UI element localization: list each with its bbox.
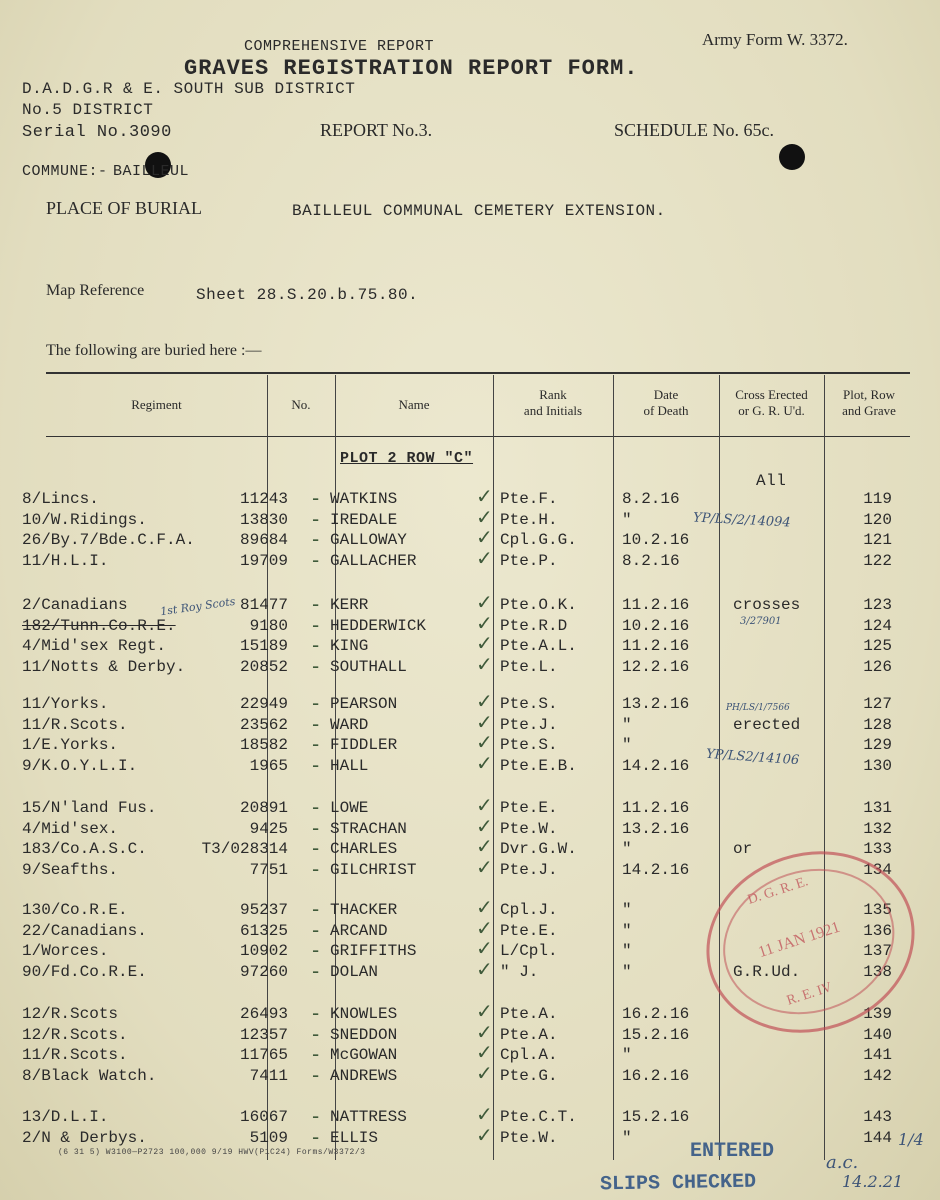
name-cell: HALL — [330, 756, 369, 775]
check-mark-icon: ✓ — [476, 834, 493, 859]
regiment-cell: 182/Tunn.Co.R.E. — [22, 616, 176, 635]
annotation-yp2: YP/LS2/14106 — [705, 746, 800, 769]
rank-cell: Cpl.A. — [500, 1046, 558, 1065]
service-number-cell: 11765 — [239, 1046, 288, 1065]
service-number-cell: 22949 — [239, 695, 288, 713]
date-of-death-cell: 16.2.16 — [622, 1005, 690, 1023]
grave-number-cell: 121 — [863, 531, 892, 550]
check-mark-icon: ✓ — [476, 793, 493, 817]
printer-footer: (6 31 5) W3100—P2723 100,000 9/19 HWV(P1C24) Forms/W3372/3 — [58, 1148, 366, 1157]
name-cell: DOLAN — [330, 962, 379, 981]
regiment-cell: 22/Canadians. — [22, 921, 147, 940]
check-mark-icon: ✓ — [476, 545, 493, 570]
grave-number-cell: 129 — [863, 736, 892, 755]
table-top-rule — [46, 372, 910, 374]
date-of-death-cell: 12.2.16 — [622, 657, 690, 676]
date-of-death-cell: 15.2.16 — [622, 1025, 690, 1044]
regiment-cell: 12/R.Scots — [22, 1005, 119, 1023]
dash-mark: - — [312, 1021, 320, 1046]
cross-erected-cell: G.R.Ud. — [733, 962, 801, 981]
regiment-cell: 11/H.L.I. — [22, 551, 109, 570]
dash-mark: - — [312, 1104, 320, 1128]
regiment-cell: 8/Black Watch. — [22, 1066, 157, 1085]
regiment-cell: 2/Canadians — [22, 596, 128, 614]
service-number-cell: 61325 — [239, 921, 288, 940]
date-of-death-cell: 8.2.16 — [622, 490, 680, 508]
name-cell: IREDALE — [330, 510, 398, 529]
grave-number-cell: 131 — [863, 799, 892, 817]
date-of-death-cell: 11.2.16 — [622, 799, 690, 817]
dash-mark: - — [312, 486, 320, 510]
rank-cell: Pte.E.B. — [500, 756, 577, 775]
col-header-no: No. — [291, 397, 311, 412]
date-of-death-cell: 13.2.16 — [622, 819, 690, 838]
report-number: REPORT No.3. — [320, 120, 433, 140]
col-header-date: Date of Death — [643, 387, 689, 418]
name-cell: HEDDERWICK — [330, 616, 427, 635]
rank-cell: Pte.O.K. — [500, 596, 577, 614]
dash-mark: - — [312, 897, 320, 921]
service-number-cell: 5109 — [249, 1128, 288, 1147]
grave-number-cell: 123 — [863, 596, 892, 614]
regiment-cell: 13/D.L.I. — [22, 1108, 109, 1126]
service-number-cell: 97260 — [239, 962, 288, 981]
grave-number-cell: 142 — [863, 1066, 892, 1085]
dash-mark: - — [312, 815, 320, 840]
service-number-cell: 12357 — [239, 1025, 288, 1044]
district-line: No.5 DISTRICT — [22, 101, 154, 119]
date-of-death-cell: " — [622, 942, 632, 961]
annotation-n1: 3/27901 — [740, 616, 782, 627]
check-mark-icon: ✓ — [476, 895, 493, 919]
regiment-cell: 15/N'land Fus. — [22, 799, 157, 817]
dash-mark: - — [312, 836, 320, 861]
table-row — [0, 709, 940, 736]
date-of-death-cell: " — [622, 840, 632, 859]
regiment-cell: 8/Lincs. — [22, 490, 99, 508]
grave-number-cell: 132 — [863, 819, 892, 838]
regiment-cell: 12/R.Scots. — [22, 1025, 128, 1044]
service-number-cell: 18582 — [239, 736, 288, 755]
rank-cell: Pte.E. — [500, 799, 558, 817]
rank-cell: Pte.L. — [500, 657, 558, 676]
dash-mark: - — [312, 1062, 320, 1087]
name-cell: ANDREWS — [330, 1066, 398, 1085]
grave-number-cell: 128 — [863, 715, 892, 734]
regiment-cell: 1/Worces. — [22, 942, 109, 961]
cross-erected-cell: or — [733, 840, 753, 859]
dash-mark: - — [312, 633, 320, 658]
name-cell: ELLIS — [330, 1128, 379, 1147]
grave-number-cell: 124 — [863, 616, 892, 635]
rank-cell: Pte.S. — [500, 695, 558, 713]
regiment-cell: 9/Seafths. — [22, 860, 119, 879]
service-number-cell: 10902 — [239, 942, 288, 961]
name-cell: PEARSON — [330, 695, 398, 713]
date-of-death-cell: " — [622, 921, 632, 940]
regiment-cell: 4/Mid'sex Regt. — [22, 637, 167, 656]
slips-checked-stamp: SLIPS CHECKED — [599, 1170, 757, 1197]
date-of-death-cell: 13.2.16 — [622, 695, 690, 713]
rank-cell: Pte.A. — [500, 1025, 558, 1044]
service-number-cell: 13830 — [239, 510, 288, 529]
dash-mark: - — [312, 795, 320, 819]
name-cell: SNEDDON — [330, 1025, 398, 1044]
regiment-cell: 11/R.Scots. — [22, 715, 128, 734]
dash-mark: - — [312, 1001, 320, 1025]
table-row — [0, 610, 940, 637]
service-number-cell: 15189 — [239, 637, 288, 656]
table-row — [0, 525, 940, 552]
service-number-cell: 9425 — [249, 819, 288, 838]
grave-number-cell: 127 — [863, 695, 892, 713]
cross-erected-cell: erected — [733, 715, 801, 734]
dash-mark: - — [312, 592, 320, 616]
check-mark-icon: ✓ — [476, 1019, 493, 1044]
date-of-death-cell: 11.2.16 — [622, 596, 690, 614]
service-number-cell: 95237 — [239, 901, 288, 919]
grave-number-cell: 130 — [863, 756, 892, 775]
grave-number-cell: 143 — [863, 1108, 892, 1126]
dash-mark: - — [312, 527, 320, 552]
check-mark-icon: ✓ — [476, 484, 493, 508]
name-cell: WARD — [330, 715, 369, 734]
name-cell: KING — [330, 637, 369, 656]
check-mark-icon: ✓ — [476, 651, 493, 676]
grave-number-cell: 122 — [863, 551, 892, 570]
date-of-death-cell: " — [622, 901, 632, 919]
grave-number-cell: 140 — [863, 1025, 892, 1044]
service-number-cell: 26493 — [239, 1005, 288, 1023]
rank-cell: L/Cpl. — [500, 942, 558, 961]
check-mark-icon: ✓ — [476, 610, 493, 635]
date-of-death-cell: 14.2.16 — [622, 756, 690, 775]
service-number-cell: 1965 — [249, 756, 288, 775]
check-mark-icon: ✓ — [476, 689, 493, 713]
name-cell: GILCHRIST — [330, 860, 417, 879]
map-reference-value: Sheet 28.S.20.b.75.80. — [196, 286, 419, 304]
service-number-cell: 20891 — [239, 799, 288, 817]
regiment-cell: 130/Co.R.E. — [22, 901, 128, 919]
dash-mark: - — [312, 917, 320, 942]
commune-label: COMMUNE:- — [22, 163, 108, 180]
rank-cell: Pte.F. — [500, 490, 558, 508]
check-mark-icon: ✓ — [476, 525, 493, 550]
service-number-cell: 89684 — [239, 531, 288, 550]
commune-value: BAILLEUL — [113, 163, 190, 180]
dash-mark: - — [312, 958, 320, 983]
table-header-rule — [46, 436, 910, 437]
punch-hole-right — [779, 144, 805, 170]
annotation-ph: PH/LS/1/7566 — [726, 703, 790, 713]
date-of-death-cell: 14.2.16 — [622, 860, 690, 879]
table-row — [0, 504, 940, 531]
check-mark-icon: ✓ — [476, 590, 493, 614]
date-of-death-cell: " — [622, 1046, 632, 1065]
name-cell: GALLACHER — [330, 551, 417, 570]
table-row — [0, 651, 940, 678]
regiment-cell: 10/W.Ridings. — [22, 510, 147, 529]
dash-mark: - — [312, 1042, 320, 1067]
col-header-regiment: Regiment — [131, 397, 182, 412]
dash-mark: - — [312, 938, 320, 963]
dash-mark: - — [312, 506, 320, 531]
grave-number-cell: 126 — [863, 657, 892, 676]
dash-mark: - — [312, 547, 320, 572]
dash-mark: - — [312, 691, 320, 715]
check-mark-icon: ✓ — [476, 1122, 493, 1147]
grave-number-cell: 120 — [863, 510, 892, 529]
dash-mark: - — [312, 612, 320, 637]
check-mark-icon: ✓ — [476, 750, 493, 775]
service-number-cell: 19709 — [239, 551, 288, 570]
check-mark-icon: ✓ — [476, 730, 493, 755]
date-of-death-cell: 10.2.16 — [622, 531, 690, 550]
rank-cell: Pte.R.D — [500, 616, 568, 635]
cross-erected-cell: crosses — [733, 596, 801, 614]
name-cell: THACKER — [330, 901, 398, 919]
check-mark-icon: ✓ — [476, 1102, 493, 1126]
rank-cell: Pte.C.T. — [500, 1108, 577, 1126]
col-header-plot: Plot, Row and Grave — [842, 387, 896, 418]
plot-heading: PLOT 2 ROW "C" — [340, 450, 474, 467]
date-of-death-cell: " — [622, 715, 632, 734]
rank-cell: Pte.G. — [500, 1066, 558, 1085]
grave-number-cell: 144 — [863, 1128, 892, 1147]
regiment-cell: 26/By.7/Bde.C.F.A. — [22, 531, 195, 550]
name-cell: CHARLES — [330, 840, 398, 859]
dash-mark: - — [312, 856, 320, 881]
date-of-death-cell: " — [622, 510, 632, 529]
service-number-cell: 16067 — [239, 1108, 288, 1126]
grave-number-cell: 134 — [863, 860, 892, 879]
table-row — [0, 590, 940, 619]
name-cell: FIDDLER — [330, 736, 398, 755]
check-mark-icon: ✓ — [476, 936, 493, 961]
table-row — [0, 1040, 940, 1067]
check-mark-icon: ✓ — [476, 709, 493, 734]
rank-cell: Pte.E. — [500, 921, 558, 940]
rank-cell: Pte.W. — [500, 819, 558, 838]
fraction-handwritten: 1/4 — [898, 1130, 924, 1149]
rank-cell: " J. — [500, 962, 539, 981]
service-number-cell: 20852 — [239, 657, 288, 676]
grave-number-cell: 139 — [863, 1005, 892, 1023]
table-row — [0, 631, 940, 658]
regiment-cell: 183/Co.A.S.C. — [22, 840, 147, 859]
entered-stamp: ENTERED — [690, 1140, 775, 1163]
check-mark-icon: ✓ — [476, 631, 493, 656]
name-cell: GALLOWAY — [330, 531, 407, 550]
regiment-cell: 1/E.Yorks. — [22, 736, 119, 755]
table-row — [0, 1060, 940, 1087]
rank-cell: Pte.A.L. — [500, 637, 577, 656]
name-cell: WATKINS — [330, 490, 398, 508]
regiment-cell: 4/Mid'sex. — [22, 819, 119, 838]
regiment-cell: 11/Yorks. — [22, 695, 109, 713]
regiment-cell: 90/Fd.Co.R.E. — [22, 962, 147, 981]
check-mark-icon: ✓ — [476, 813, 493, 838]
rank-cell: Pte.H. — [500, 510, 558, 529]
office-line: D.A.D.G.R & E. SOUTH SUB DISTRICT — [22, 80, 356, 98]
date-of-death-cell: 11.2.16 — [622, 637, 690, 656]
dash-mark: - — [312, 732, 320, 757]
place-of-burial-label: PLACE OF BURIAL — [46, 198, 203, 218]
name-cell: GRIFFITHS — [330, 942, 417, 961]
regiment-cell: 11/R.Scots. — [22, 1046, 128, 1065]
annotation-yp1: YP/LS/2/14094 — [692, 510, 791, 531]
table-row — [0, 545, 940, 572]
col-header-cross: Cross Erected or G. R. U'd. — [735, 387, 808, 418]
place-of-burial-value: BAILLEUL COMMUNAL CEMETERY EXTENSION. — [292, 202, 666, 220]
rank-cell: Pte.J. — [500, 715, 558, 734]
grave-number-cell: 119 — [863, 490, 892, 508]
table-row — [0, 1122, 940, 1149]
serial-number: Serial No.3090 — [22, 123, 172, 142]
initials-handwritten: a.c. — [826, 1152, 859, 1173]
rank-cell: Pte.W. — [500, 1128, 558, 1147]
rank-cell: Cpl.J. — [500, 901, 558, 919]
service-number-cell: 9180 — [249, 616, 288, 635]
date-of-death-cell: " — [622, 1128, 632, 1147]
service-number-cell: 7411 — [249, 1066, 288, 1085]
dash-mark: - — [312, 711, 320, 736]
service-number-cell: 81477 — [239, 596, 288, 614]
cross-all-note: All — [756, 472, 787, 490]
table-row — [0, 484, 940, 510]
col-header-name: Name — [398, 397, 430, 412]
rank-cell: Dvr.G.W. — [500, 840, 577, 859]
map-reference-label: Map Reference — [46, 282, 145, 299]
grave-number-cell: 133 — [863, 840, 892, 859]
service-number-cell: T3/028314 — [201, 840, 288, 859]
date-of-death-cell: 15.2.16 — [622, 1108, 690, 1126]
annotation-scots: 1st Roy Scots — [159, 594, 237, 619]
dgre-received-stamp: D. G. R. E. 11 JAN 1921 R. E. IV — [683, 825, 939, 1059]
regiment-cell: 9/K.O.Y.L.I. — [22, 756, 138, 775]
schedule-number: SCHEDULE No. 65c. — [614, 120, 774, 140]
rank-cell: Pte.J. — [500, 860, 558, 879]
rank-cell: Pte.S. — [500, 736, 558, 755]
check-mark-icon: ✓ — [476, 915, 493, 940]
date-of-death-cell: 8.2.16 — [622, 551, 680, 570]
buried-here-label: The following are buried here :— — [46, 342, 262, 359]
form-title: GRAVES REGISTRATION REPORT FORM. — [184, 56, 639, 81]
date-of-death-cell: 10.2.16 — [622, 616, 690, 635]
report-subtitle: COMPREHENSIVE REPORT — [244, 38, 435, 55]
date-of-death-cell: 16.2.16 — [622, 1066, 690, 1085]
slip-date-handwritten: 14.2.21 — [842, 1172, 904, 1191]
rank-cell: Pte.A. — [500, 1005, 558, 1023]
dash-mark: - — [312, 1124, 320, 1149]
name-cell: ARCAND — [330, 921, 388, 940]
dash-mark: - — [312, 752, 320, 777]
dash-mark: - — [312, 653, 320, 678]
col-header-rank: Rank and Initials — [523, 387, 583, 418]
name-cell: NATTRESS — [330, 1108, 407, 1126]
name-cell: KNOWLES — [330, 1005, 398, 1023]
name-cell: LOWE — [330, 799, 369, 817]
check-mark-icon: ✓ — [476, 1040, 493, 1065]
grave-number-cell: 137 — [863, 942, 892, 961]
check-mark-icon: ✓ — [476, 854, 493, 879]
rank-cell: Pte.P. — [500, 551, 558, 570]
name-cell: SOUTHALL — [330, 657, 407, 676]
table-row — [0, 689, 940, 715]
service-number-cell: 7751 — [249, 860, 288, 879]
check-mark-icon: ✓ — [476, 504, 493, 529]
table-row — [0, 793, 940, 819]
rank-cell: Cpl.G.G. — [500, 531, 577, 550]
date-of-death-cell: " — [622, 736, 632, 755]
grave-number-cell: 136 — [863, 921, 892, 940]
army-form-label: Army Form W. 3372. — [702, 30, 848, 49]
table-row — [0, 1102, 940, 1128]
check-mark-icon: ✓ — [476, 956, 493, 981]
grave-number-cell: 141 — [863, 1046, 892, 1065]
name-cell: McGOWAN — [330, 1046, 398, 1065]
name-cell: STRACHAN — [330, 819, 407, 838]
service-number-cell: 23562 — [239, 715, 288, 734]
grave-number-cell: 135 — [863, 901, 892, 919]
check-mark-icon: ✓ — [476, 1060, 493, 1085]
name-cell: KERR — [330, 596, 369, 614]
service-number-cell: 11243 — [239, 490, 288, 508]
table-row — [0, 813, 940, 840]
regiment-cell: 2/N & Derbys. — [22, 1128, 147, 1147]
grave-number-cell: 138 — [863, 962, 892, 981]
date-of-death-cell: " — [622, 962, 632, 981]
grave-number-cell: 125 — [863, 637, 892, 656]
regiment-cell: 11/Notts & Derby. — [22, 657, 186, 676]
check-mark-icon: ✓ — [476, 999, 493, 1023]
